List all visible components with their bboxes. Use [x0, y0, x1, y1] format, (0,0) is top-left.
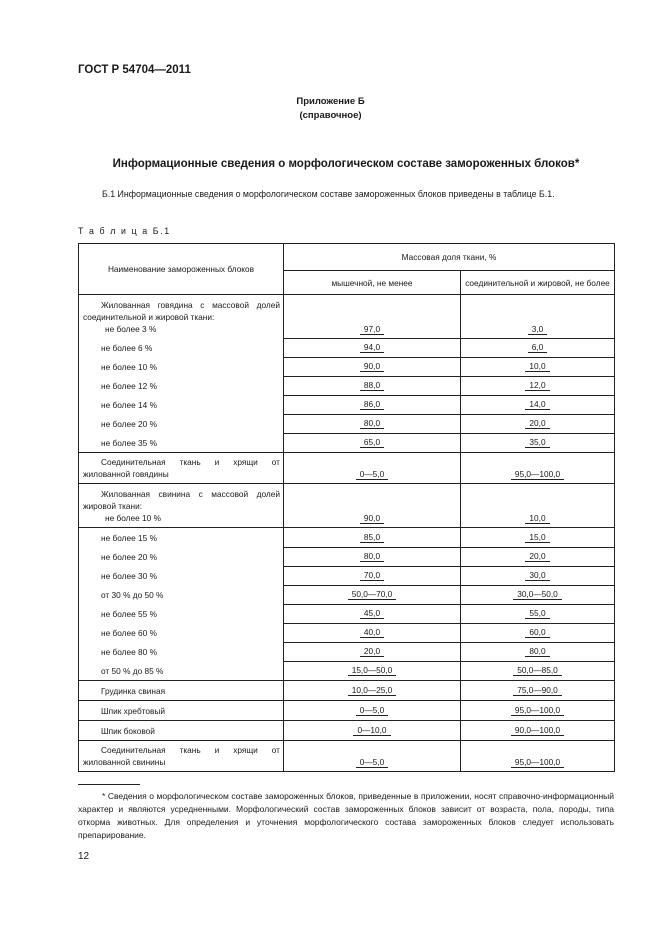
- table-row: [79, 642, 615, 661]
- row-name-cell: [79, 484, 284, 528]
- row-connective-cell: [461, 338, 615, 357]
- row-name-cell: [79, 566, 284, 585]
- row-name: Шпик боковой: [101, 725, 155, 736]
- muscle-value: 45,0: [360, 608, 384, 619]
- muscle-value: 40,0: [360, 627, 384, 638]
- row-name: Шпик хребтовый: [101, 705, 166, 716]
- row-name-cell: [79, 721, 284, 741]
- connective-value: 20,0: [525, 418, 549, 429]
- row-connective-cell: [461, 376, 615, 395]
- row-name: не более 10 %: [101, 361, 157, 372]
- row-name-cell: [79, 338, 284, 357]
- appendix-title: Приложение Б: [296, 96, 365, 107]
- connective-value: 10,0: [525, 513, 549, 524]
- muscle-value: 80,0: [360, 418, 384, 429]
- row-muscle-cell: [284, 604, 461, 623]
- table-row: [79, 721, 615, 741]
- row-connective-cell: [461, 566, 615, 585]
- group-heading: Жилованная говядина с массовой долей соединительной и жировой ткани:: [83, 300, 280, 322]
- row-name: не более 20 %: [101, 418, 157, 429]
- muscle-value: 70,0: [360, 570, 384, 581]
- row-name: от 30 % до 50 %: [101, 589, 164, 600]
- row-connective-cell: [461, 295, 615, 339]
- row-muscle-cell: [284, 741, 461, 772]
- row-name-cell: [79, 528, 284, 548]
- muscle-value: 97,0: [360, 324, 384, 335]
- row-connective-cell: [461, 701, 615, 721]
- muscle-value: 80,0: [360, 551, 384, 562]
- connective-value: 3,0: [528, 324, 548, 335]
- connective-value: 12,0: [525, 380, 549, 391]
- row-name: Соединительная ткань и хрящи от жилованной свинины: [83, 745, 280, 767]
- row-name-cell: [79, 433, 284, 453]
- muscle-value: 65,0: [360, 437, 384, 448]
- row-connective-cell: [461, 741, 615, 772]
- row-name: не более 12 %: [101, 380, 157, 391]
- row-muscle-cell: [284, 721, 461, 741]
- row-name-cell: [79, 295, 284, 339]
- row-muscle-cell: [284, 376, 461, 395]
- row-muscle-cell: [284, 453, 461, 484]
- table-row: [79, 357, 615, 376]
- muscle-value: 90,0: [360, 361, 384, 372]
- row-muscle-cell: [284, 642, 461, 661]
- row-name: не более 80 %: [101, 646, 157, 657]
- table-caption: Т а б л и ц а Б.1: [78, 226, 171, 236]
- connective-value: 80,0: [525, 646, 549, 657]
- row-name-cell: [79, 741, 284, 772]
- row-connective-cell: [461, 642, 615, 661]
- muscle-value: 0—5,0: [356, 705, 388, 716]
- appendix-subtitle: (справочное): [299, 110, 362, 121]
- connective-value: 20,0: [525, 551, 549, 562]
- footnote-text: * Сведения о морфологическом составе замороженных блоков, приведенные в приложении, носят справочно-информационный характер и являются усредненными. Морфологический состав замороженных блоков зависит от возраста, пола, породы, типа откорма животных. Для определения и уточнения морфологического состава замороженных блоков следует использовать препарирование.: [78, 791, 614, 840]
- connective-value: 90,0—100,0: [511, 725, 564, 736]
- document-code: ГОСТ Р 54704—2011: [78, 64, 191, 76]
- row-connective-cell: [461, 604, 615, 623]
- row-name-cell: [79, 701, 284, 721]
- muscle-value: 94,0: [360, 342, 384, 353]
- connective-value: 30,0—50,0: [513, 589, 562, 600]
- footnote-divider: [78, 784, 140, 785]
- row-name: не более 30 %: [101, 570, 157, 581]
- connective-value: 50,0—85,0: [513, 665, 562, 676]
- muscle-value: 0—5,0: [356, 757, 388, 768]
- muscle-value: 85,0: [360, 532, 384, 543]
- row-muscle-cell: [284, 566, 461, 585]
- table-row: [79, 547, 615, 566]
- row-muscle-cell: [284, 547, 461, 566]
- connective-value: 95,0—100,0: [511, 705, 564, 716]
- row-name-cell: [79, 376, 284, 395]
- row-name: не более 35 %: [101, 437, 157, 448]
- row-muscle-cell: [284, 681, 461, 701]
- row-name-cell: [79, 414, 284, 433]
- row-name-cell: [79, 623, 284, 642]
- connective-value: 15,0: [525, 532, 549, 543]
- table-row: [79, 661, 615, 681]
- row-name: не более 10 %: [105, 513, 161, 523]
- table-row: [79, 338, 615, 357]
- morphology-table: [78, 243, 615, 772]
- row-name-cell: [79, 357, 284, 376]
- table-row: [79, 376, 615, 395]
- row-name: не более 14 %: [101, 399, 157, 410]
- row-name: не более 60 %: [101, 627, 157, 638]
- row-muscle-cell: [284, 585, 461, 604]
- row-connective-cell: [461, 661, 615, 681]
- row-name-cell: [79, 642, 284, 661]
- group-heading: Жилованная свинина с массовой долей жировой ткани:: [83, 489, 280, 511]
- row-name-cell: [79, 453, 284, 484]
- intro-text: Б.1 Информационные сведения о морфологическом составе замороженных блоков приведены в таблице Б.1.: [102, 189, 555, 199]
- row-muscle-cell: [284, 623, 461, 642]
- table-row: [79, 528, 615, 548]
- connective-value: 30,0: [525, 570, 549, 581]
- row-connective-cell: [461, 414, 615, 433]
- row-muscle-cell: [284, 338, 461, 357]
- header-connective: соединительной и жировой, не более: [461, 271, 615, 295]
- row-connective-cell: [461, 681, 615, 701]
- muscle-value: 0—10,0: [353, 725, 390, 736]
- table-row: [79, 604, 615, 623]
- connective-value: 95,0—100,0: [511, 469, 564, 480]
- muscle-value: 10,0—25,0: [348, 685, 397, 696]
- row-connective-cell: [461, 484, 615, 528]
- page-number: 12: [78, 851, 90, 862]
- row-connective-cell: [461, 585, 615, 604]
- muscle-value: 88,0: [360, 380, 384, 391]
- connective-value: 10,0: [525, 361, 549, 372]
- row-name: не более 55 %: [101, 608, 157, 619]
- row-connective-cell: [461, 623, 615, 642]
- row-name-cell: [79, 604, 284, 623]
- table-row: [79, 585, 615, 604]
- table-row: [79, 566, 615, 585]
- intro-paragraph: [78, 188, 614, 201]
- row-name: от 50 % до 85 %: [101, 665, 164, 676]
- connective-value: 35,0: [525, 437, 549, 448]
- muscle-value: 20,0: [360, 646, 384, 657]
- page-title: Информационные сведения о морфологическом составе замороженных блоков*: [112, 158, 580, 170]
- row-muscle-cell: [284, 395, 461, 414]
- row-connective-cell: [461, 547, 615, 566]
- row-name: Соединительная ткань и хрящи от жилованной говядины: [83, 457, 280, 479]
- row-name: не более 3 %: [105, 324, 157, 334]
- table-row: [79, 295, 615, 339]
- header-mass-share: Массовая доля ткани, %: [284, 244, 615, 271]
- row-muscle-cell: [284, 357, 461, 376]
- muscle-value: 86,0: [360, 399, 384, 410]
- table-row: [79, 395, 615, 414]
- table-row: [79, 701, 615, 721]
- row-name-cell: [79, 547, 284, 566]
- table-row: [79, 484, 615, 528]
- table-row: [79, 681, 615, 701]
- table-row: [79, 414, 615, 433]
- row-name-cell: [79, 661, 284, 681]
- connective-value: 14,0: [525, 399, 549, 410]
- row-connective-cell: [461, 395, 615, 414]
- row-muscle-cell: [284, 414, 461, 433]
- header-name: Наименование замороженных блоков: [79, 244, 284, 295]
- row-connective-cell: [461, 453, 615, 484]
- row-name-cell: [79, 681, 284, 701]
- row-connective-cell: [461, 528, 615, 548]
- row-name-cell: [79, 585, 284, 604]
- connective-value: 60,0: [525, 627, 549, 638]
- muscle-value: 0—5,0: [356, 469, 388, 480]
- row-muscle-cell: [284, 484, 461, 528]
- connective-value: 75,0—90,0: [513, 685, 562, 696]
- row-connective-cell: [461, 433, 615, 453]
- table-row: [79, 741, 615, 772]
- table-row: [79, 623, 615, 642]
- muscle-value: 15,0—50,0: [348, 665, 397, 676]
- table-row: [79, 433, 615, 453]
- table-body: [79, 295, 615, 772]
- row-connective-cell: [461, 357, 615, 376]
- row-name: не более 20 %: [101, 551, 157, 562]
- connective-value: 95,0—100,0: [511, 757, 564, 768]
- row-name: не более 15 %: [101, 532, 157, 543]
- muscle-value: 50,0—70,0: [348, 589, 397, 600]
- row-muscle-cell: [284, 701, 461, 721]
- connective-value: 6,0: [528, 342, 548, 353]
- row-name-cell: [79, 395, 284, 414]
- row-muscle-cell: [284, 661, 461, 681]
- muscle-value: 90,0: [360, 513, 384, 524]
- row-muscle-cell: [284, 528, 461, 548]
- table-row: [79, 453, 615, 484]
- header-muscle: мышечной, не менее: [284, 271, 461, 295]
- connective-value: 55,0: [525, 608, 549, 619]
- row-connective-cell: [461, 721, 615, 741]
- row-name: Грудинка свиная: [101, 685, 166, 696]
- row-muscle-cell: [284, 295, 461, 339]
- row-name: не более 6 %: [101, 342, 153, 353]
- row-muscle-cell: [284, 433, 461, 453]
- footnote: [78, 790, 614, 842]
